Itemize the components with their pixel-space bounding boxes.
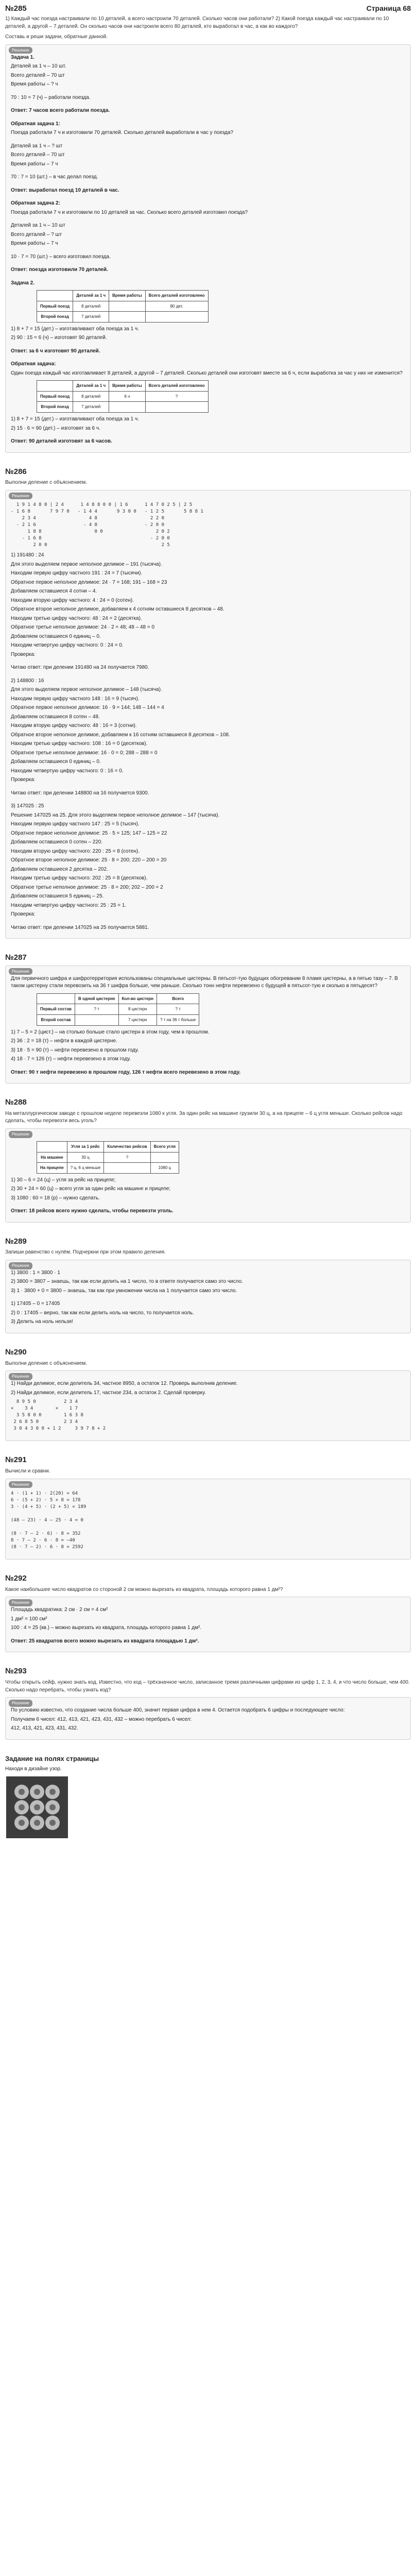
solution-line: 10 · 7 = 70 (шт.) – всего изготовил поезда. [11,253,111,260]
solution-line: Обратная задача: [11,361,56,367]
solution-line: 1) 30 – 6 = 24 (ц) – угля за рейс на прицепе; [11,1177,116,1183]
task-290 [0,1343,416,1450]
solution-line: 2) 30 + 24 = 60 (ц) – всего угля за один рейс на машине и прицепе; [11,1186,171,1192]
table-cell [145,402,208,413]
solution-line [11,660,405,664]
margin-task-title: Задание на полях страницы [5,1754,99,1762]
solution-line: Ответ: 90 деталей изготовят за 6 часов. [11,438,112,445]
solution-line: Обратное второе неполное делимое, добавляем к 4 сотням оставшиеся 8 десятков – 48. [11,606,224,613]
solution-line: Ответ: поезда изготовили 70 деталей. [11,267,108,273]
table-header-cell: Всего деталей изготовлено [145,291,208,301]
solution-line [11,1296,405,1300]
solution-line [11,183,405,187]
solution-line: Добавляем оставшиеся 8 сотен – 48. [11,714,100,720]
solution-line: Ответ: 90 т нефти перевезено в прошлом году, 126 т нефти всего перевезено в этом году. [11,1069,241,1075]
column-multiplication: 8 9 5 0 2 3 4 × 3 4 × 1 7 3 5 8 0 0 1 6 3 8 2 6 8 5 0 2 3 4 3 0 4 3 0 0 + 1 2 3 9 7 8 + 2 [11,1399,106,1432]
solution-line: 2) 90 : 15 = 6 (ч) – изготовят 90 деталей. [11,335,107,341]
solution-line: Обратное второе неполное делимое, добавляем к 16 сотням оставшиеся 8 десятков – 108. [11,732,230,738]
solution-line: Для этого выделяем первое неполное делимое – 148 (тысяча). [11,687,162,693]
solution-line [11,434,405,438]
solution-286-lines [11,552,405,931]
task-286-title: №286 [5,467,27,476]
solution-line [11,170,405,174]
solution-line: Поезда работали 7 ч и изготовили 70 деталей. Сколько деталей выработали в час у поезда? [11,130,234,135]
solution-line: 3) 18 · 5 = 90 (т) – нефти перевезено в прошлом году. [11,1047,139,1053]
table-header-cell [37,381,73,392]
solution-line: Находим первую цифру частного 147 : 25 = 5 (тысяч). [11,821,140,827]
solution-badge: Решение [9,1599,32,1606]
table-row [37,1004,199,1015]
solution-line: 2) 36 : 2 = 18 (т) – нефти в каждой цистерне. [11,1038,117,1044]
table-cell [145,312,208,323]
table-header-cell: Всего угля [150,1141,179,1152]
solution-line: Время работы – 7 ч [11,241,58,246]
solution-line: 2) 3800 = 3807 – знаешь, так как если делить на 1 число, то в ответе получается само это число. [11,1279,243,1285]
table-header-cell: Кол-во цистерн [118,993,157,1004]
table-header-cell: Всего [157,993,199,1004]
solution-line: Обратное первое неполное делимое: 24 · 7 = 168; 191 – 168 = 23 [11,579,167,585]
solution-292-lines [11,1606,405,1645]
table-cell: 30 ц [67,1152,104,1163]
task-285-text: 1) Каждый час поезда настраивали по 10 деталей, а всего настроили 70 деталей. Сколько часов они работали? 2) Какой поезда каждый час настраивали по 10 деталей, а другой – 7 деталей. Он сколько часов они настроили всего 80 деталей, кто выработал в час, а как во каждого? [5,16,389,29]
solution-line: Находим первую цифру частного 191 : 24 = 7 (тысячи). [11,570,143,577]
table-row [37,1163,179,1174]
solution-line: Время работы – ? ч [11,81,58,87]
solution-line: 3) 1 · 3800 + 0 = 3800 – знаешь, так как при умножении числа на 1 получается само это число. [11,1287,237,1294]
table-header-cell [37,993,75,1004]
solution-292 [5,1597,411,1652]
task-289-title: №289 [5,1236,27,1246]
task-287 [0,948,416,1093]
solution-line: 70 : 7 = 10 (шт.) – в час делал поезд. [11,174,98,180]
task-292-title: №292 [5,1574,27,1583]
solution-line: Проверка: [11,651,36,657]
task-291 [0,1450,416,1569]
solution-line: Решение 147025 на 25. Для этого выделяем первое неполное делимое – 147 (тысяча). [11,812,220,818]
task-288 [0,1093,416,1232]
task-291-title: №291 [5,1455,27,1465]
solution-line [11,357,405,361]
solution-line: Задача 2. [11,280,34,286]
solution-285-lines-3 [11,416,405,446]
table-cell: На машине [37,1152,67,1163]
solution-line: Находим четвертую цифру частного: 0 : 16 = 0. [11,768,124,774]
solution-line [11,799,405,803]
table-cell: ? ц, 6 ц меньше [67,1163,104,1174]
solution-line [11,786,405,790]
solution-line: Площадь квадратика: 2 см · 2 см = 4 см² [11,1607,108,1613]
solution-line: Находим вторую цифру частного: 48 : 16 = 3 (сотни). [11,723,137,729]
solution-line [11,103,405,107]
solution-line: 2) 148800 : 16 [11,677,44,684]
solution-line: 2) 0 : 17405 – верно, так как если делить ноль на число, то получается ноль. [11,1310,194,1316]
column-division: 1 9 1 4 8 0 | 2 4 1 4 8 8 0 0 | 1 6 1 4 7 0 2 5 | 2 5 - 1 6 8 7 9 7 0 - 1 4 4 9 3 0 0 - 1 2 5 5 8 8 1 2 3 4 4 8 2 2 0 - 2 1 6 - 4 8 - 2 0 0 1 8 8 0 0 2 0 2 - 1 6 8 - 2 0 0 2 0 0 2 5 [11,502,203,548]
solution-line: Ответ: 18 рейсов всего нужно сделать, чтобы перевезти уголь. [11,1208,174,1214]
solution-line: Добавляем оставшиеся 0 единиц – 0. [11,633,101,639]
plan-table-285-1 [37,290,209,323]
solution-line: Обратное второе неполное делимое: 25 · 8 = 200; 220 – 200 = 20 [11,857,167,863]
plan-table-287 [37,993,199,1026]
table-cell [104,1163,150,1174]
table-header-cell: В одной цистерне [75,993,118,1004]
solution-line: Добавляем оставшиеся 2 десятка – 202. [11,866,108,872]
solution-line: Для этого выделяем первое неполное делимое – 191 (тысяча). [11,561,162,567]
solution-line: Ответ: 25 квадратов всего можно вырезать из квадрата площадью 1 дм². [11,1638,199,1644]
table-header-cell: Угля за 1 рейс [67,1141,104,1152]
solution-line: 100 : 4 = 25 (кв.) – можно вырезать из квадрата, площадь которого равна 1 дм². [11,1625,202,1631]
solution-285-lines [11,54,405,287]
solution-289-lines [11,1269,405,1326]
solution-badge: Решение [9,1373,32,1380]
solution-line: Деталей за 1 ч – 10 шт. [11,63,66,69]
solution-line: Получаем 6 чисел: 412, 413, 421, 423, 431, 432 – можно перебрать 6 чисел: [11,1716,192,1722]
task-285-intro: Составь и реши задачи, обратные данной. [5,34,108,40]
table-row [37,301,209,312]
table-cell: 8 деталей [73,301,109,312]
solution-286 [5,490,411,939]
table-row [37,1152,179,1163]
solution-line: Находим третью цифру частного: 202 : 25 = 8 (десятков). [11,875,148,882]
solution-line: Ответ: за 6 ч изготовят 90 деталей. [11,348,100,354]
solution-line: Читаю ответ: при делении 191480 на 24 получается 7980. [11,665,149,671]
solution-line: Находим четвертую цифру частного: 0 : 24 = 0. [11,642,124,649]
solution-line: 2) Найди делимое, если делитель 17, частное 234, а остаток 2. Сделай проверку. [11,1389,206,1396]
solution-290 [5,1370,411,1441]
solution-line: Обратное первое неполное делимое: 16 · 9 = 144; 148 – 144 = 4 [11,705,164,711]
solution-badge: Решение [9,493,32,500]
solution-line: Поезда работали 7 ч и изготовили по 10 деталей за час. Сколько всего деталей изготовил поезда? [11,209,248,215]
solution-line: 1) 8 + 7 = 15 (дет.) – изготавливают оба поезда за 1 ч. [11,326,139,332]
page-header [0,0,416,13]
table-cell: Первый поезд [37,391,73,402]
table-header-cell [37,1141,67,1152]
plan-table-288 [37,1141,179,1174]
solution-line: 412, 413, 421, 423, 431, 432. [11,1725,78,1732]
solution-line: Обратная задача 1: [11,121,60,127]
table-cell: Первый состав [37,1004,75,1015]
solution-288-lines [11,1177,405,1215]
solution-line: Всего деталей – 70 шт [11,152,65,158]
solution-line: Время работы – 7 ч [11,161,58,167]
table-row [37,312,209,323]
solution-line [11,262,405,266]
table-row [37,402,209,413]
solution-line [11,1634,405,1638]
table-header-cell: Время работы [109,381,146,392]
solution-line: Обратное первое неполное делимое: 25 · 5 = 125; 147 – 125 = 22 [11,830,167,836]
page-number: Страница 68 [366,4,411,12]
solution-line: Находим третью цифру частного: 108 : 16 = 0 (десятков). [11,741,148,747]
solution-line: Находим вторую цифру частного: 4 : 24 = 0 (сотен). [11,597,134,603]
solution-293-lines [11,1707,405,1733]
solution-line: Добавляем оставшиеся 4 сотни – 4. [11,588,97,595]
ornament-figure [6,1776,416,1841]
solution-293 [5,1697,411,1740]
solution-289 [5,1260,411,1333]
solution-290-lines [11,1380,405,1397]
table-cell: На прицепе [37,1163,67,1174]
solution-line: Ответ: выработал поезд 10 деталей в час. [11,187,119,193]
task-287-text: Для первичного шифра и шифротерритория использованы специальные цистерны. В пятьсот-тую будущих обогревании 8 пламя цистерны, а в пятью тазу – 7. В таком цистерну стали перевозить на 36 т шифра больше, чем раньше. Сколько тонн нефти перевезено с будущей в пятьсот-тую и сколько в пятьдесят? [11,975,398,989]
solution-line: 2) 15 · 6 = 90 (дет.) – изготовят за 6 ч. [11,425,100,431]
solution-line [11,920,405,924]
solution-badge: Решение [9,47,32,54]
solution-line: Деталей за 1 ч – ? шт [11,143,63,149]
task-286 [0,462,416,948]
solution-line [11,1204,405,1208]
solution-line: 1) Найди делимое, если делитель 34, частное 8950, а остаток 12. Проверь выполнив деление. [11,1381,238,1387]
solution-line: Находим вторую цифру частного: 220 : 25 = 8 (сотен). [11,848,140,854]
solution-line: Добавляем оставшиеся 5 единиц – 25. [11,893,104,900]
table-cell: 7 деталей [73,312,109,323]
solution-line: Добавляем оставшиеся 0 сотен – 220. [11,839,103,845]
solution-line: 1) 17405 – 0 = 17405 [11,1301,60,1307]
solution-line: 3) 147025 : 25 [11,803,44,809]
solution-line [11,276,405,280]
table-cell: ? т [75,1004,118,1015]
solution-badge: Решение [9,968,32,975]
task-291-text: Вычисли и сравни. [5,1468,50,1475]
table-cell [109,312,146,323]
table-cell: Второй состав [37,1015,75,1026]
task-286-text: Выполни деление с объяснением. [5,480,88,486]
table-cell [150,1152,179,1163]
solution-line: Добавляем оставшиеся 0 единиц – 0. [11,759,101,765]
table-row [37,1015,199,1026]
solution-line: Обратная задача 2: [11,200,60,206]
solution-line: 1) 191480 : 24 [11,552,44,558]
table-row [37,391,209,402]
task-288-title: №288 [5,1098,27,1107]
solution-line: 4) 18 · 7 = 126 (т) – нефти перевезено в этом году. [11,1056,131,1062]
solution-line [11,139,405,143]
table-cell: 7 деталей [73,402,109,413]
solution-line: Находим третью цифру частного: 48 : 24 = 2 (десятка). [11,615,142,621]
solution-line: 1) 7 – 5 = 2 (цист.) – на столько больше стало цистерн в этом году, чем в прошлом. [11,1029,210,1035]
solution-line: 1 дм² = 100 см² [11,1616,47,1622]
table-header-cell: Количество рейсов [104,1141,150,1152]
solution-line: Один поезда каждый час изготавливает 8 деталей, а другой – 7 деталей. Сколько деталей они изготовят вместе за 6 ч, если выработка за час у них не изменится? [11,370,403,376]
table-cell: ? [145,391,208,402]
task-292-text: Какое наибольшее число квадратов со стороной 2 см можно вырезать из квадрата, площадь которого равна 1 дм²? [5,1586,283,1592]
table-cell: ? т на 36 т больше [157,1015,199,1026]
solution-line: 3) 1080 : 60 = 18 (р) – нужно сделать. [11,1195,100,1201]
solution-line: Деталей за 1 ч – 10 шт [11,223,65,228]
solution-line: По условию известно, что создание числа больше 400, значит первая цифра в нем 4. Остается подобрать 6 цифры и последующее число: [11,1707,345,1714]
table-cell: 80 дет. [145,301,208,312]
solution-288 [5,1128,411,1223]
task-292 [0,1569,416,1662]
solution-line [11,90,405,94]
solution-line: 1) 8 + 7 = 15 (дет.) – изготавливают оба поезда за 1 ч. [11,416,139,422]
table-cell [109,402,146,413]
solution-line: Обратное третье неполное делимое: 16 · 0 = 0; 288 – 288 = 0 [11,750,158,756]
solution-291 [5,1479,411,1560]
solution-287 [5,965,411,1083]
table-cell: ? т [157,1004,199,1015]
table-cell: ? [104,1152,150,1163]
table-cell: Второй поезд [37,402,73,413]
solution-line: Обратное третье неполное делимое: 25 · 8 = 200; 202 – 200 = 2 [11,884,163,890]
table-cell: 8 цистерн [118,1004,157,1015]
solution-line: 1) 3800 : 1 = 3800 · 1 [11,1269,60,1276]
solution-line [11,249,405,253]
solution-badge: Решение [9,1700,32,1707]
solution-line: Проверка: [11,911,36,918]
solution-line: 70 : 10 = 7 (ч) – работали поезда. [11,94,91,100]
solution-line: Ответ: 7 часов всего работали поезда. [11,108,110,113]
solution-line: Находим первую цифру частного 148 : 16 = 9 (тысяч). [11,696,140,702]
margin-task-text: Находи в дизайне узор. [5,1766,62,1772]
table-header-cell [37,291,73,301]
table-cell [109,301,146,312]
solution-line [11,673,405,677]
solution-line [11,1065,405,1069]
solution-line [11,116,405,121]
solution-line: 3) Делить на ноль нельзя! [11,1319,73,1325]
task-293-text: Чтобы открыть сейф, нужно знать код. Известно, что код – трёхзначное число, записанное тремя различными цифрами из цифр 1, 2, 3, 4, и что число больше, чем 400. Сколько надо перебрать, чтобы узнать код? [5,1680,410,1693]
table-header-cell: Деталей за 1 ч [73,291,109,301]
pattern-icon [6,1776,68,1838]
solution-line: Всего деталей – 70 шт [11,72,65,78]
table-cell [75,1015,118,1026]
solution-badge: Решение [9,1131,32,1138]
solution-line [11,344,405,348]
table-header-cell: Всего деталей изготовлено [145,381,208,392]
task-285 [0,13,416,462]
task-293-title: №293 [5,1667,27,1676]
solution-line: Проверка: [11,777,36,783]
plan-table-285-2 [37,380,209,413]
task-293 [0,1662,416,1749]
solution-line: Находим четвертую цифру частного: 25 : 25 = 1. [11,902,127,908]
table-cell: 1080 ц [150,1163,179,1174]
solution-line: Обратное третье неполное делимое: 24 · 2 = 48; 48 – 48 = 0 [11,624,155,631]
table-header-cell: Время работы [109,291,146,301]
table-cell: Второй поезд [37,312,73,323]
task-289-text: Запиши равенство с нулём. Подчеркни при этом правило деления. [5,1249,166,1256]
solution-line: Читаю ответ: при делении 148800 на 16 получается 9300. [11,790,149,796]
task-288-text: На металлургическом заводе с прошлом неделе перевезли 1080 к угля. За один рейс на машине грузили 30 ц, а на прицепе – 6 ц угля меньше. Сколько рейсов надо сделать, чтобы перевезти весь уголь? [5,1110,403,1124]
table-cell: 7 цистерн [118,1015,157,1026]
solution-line [11,196,405,200]
task-number: №285 [5,4,27,13]
solution-line: Задача 1. [11,54,34,60]
task-289 [0,1232,416,1343]
table-cell: Первый поезд [37,301,73,312]
solution-285 [5,44,411,453]
solution-line: Всего деталей – ? шт [11,231,62,238]
task-287-title: №287 [5,953,27,962]
solution-line: Читаю ответ: при делении 147025 на 25 получается 5881. [11,924,149,930]
solution-287-lines [11,1029,405,1077]
table-cell: 8 деталей [73,391,109,402]
task-290-text: Выполни деление с объяснением. [5,1360,88,1366]
table-header-cell: Деталей за 1 ч [73,381,109,392]
solution-badge: Решение [9,1481,32,1488]
table-cell: 6 ч [109,391,146,402]
solution-285-lines-2 [11,326,405,378]
solution-line [11,218,405,222]
solution-badge: Решение [9,1262,32,1269]
expressions: 4 · (1 + 1) · 2(20) = 64 6 · (5 + 2) · 5 + 8 = 178 3 · (4 + 5) · (2 + 5) = 189 (48 – 23) · 4 – 25 · 4 = 0 (8 · 7 – 2 · 6) · 8 = 352 8 · 7 – 2 · 6 · 8 = –40 (8 · 7 – 2) · 6 · 8 = 2592 [11,1490,86,1550]
task-290-title: №290 [5,1347,27,1357]
